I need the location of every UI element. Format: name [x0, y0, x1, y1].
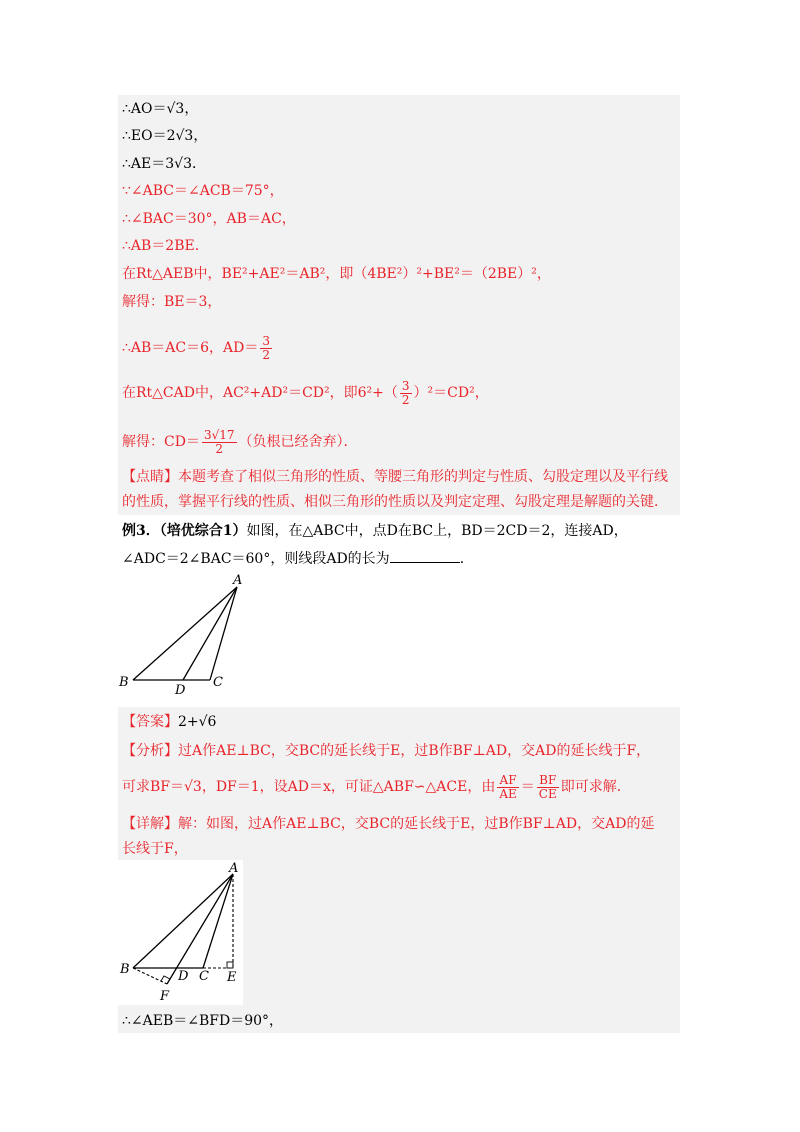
- detail-tag: 【详解】: [122, 816, 178, 832]
- analysis-line-2: [122, 772, 631, 802]
- comment-line-1: [122, 468, 668, 486]
- solution-line-text: ∵∠ABC＝∠ACB＝75°，: [122, 183, 284, 199]
- analysis-line-1: [122, 742, 650, 760]
- solution-line-text: ∴∠BAC＝30°，AB＝AC，: [122, 211, 296, 227]
- solution-line-text: 在Rt△CAD中，AC²+AD²＝CD²，即6²+（: [122, 385, 398, 401]
- comment-tag: 【点睛】: [122, 469, 178, 485]
- answer-blank: [390, 550, 460, 563]
- triangle-figure-1: [115, 570, 255, 695]
- example-label: 例3．: [122, 523, 160, 539]
- segment-ba: [133, 587, 237, 680]
- comment-text-2: 的性质，掌握平行线的性质、相似三角形的性质以及判定定理、勾股定理是解题的关键．: [122, 494, 668, 510]
- comment-line-2: [122, 493, 668, 511]
- answer-value: 2+√6: [178, 714, 217, 730]
- label-d: D: [175, 683, 186, 695]
- solution-line: [122, 182, 284, 200]
- final-text: ∴∠AEB＝∠BFD＝90°，: [122, 1013, 284, 1029]
- segment-ca: [210, 587, 237, 680]
- comment-text-1: 本题考查了相似三角形的性质、等腰三角形的判定与性质、勾股定理以及平行线: [178, 469, 668, 485]
- label-f: F: [160, 989, 170, 1004]
- label-b: B: [119, 675, 129, 690]
- analysis-tag: 【分析】: [122, 743, 178, 759]
- label-a: A: [229, 861, 239, 876]
- solution-line: [122, 237, 209, 255]
- triangle-figure-2: [115, 860, 243, 1005]
- detail-line-2: [122, 840, 188, 858]
- solution-line: [122, 127, 207, 145]
- solution-line-text: ∴AB＝2BE．: [122, 238, 209, 254]
- segment-bf: [133, 968, 167, 984]
- solution-line: [122, 100, 198, 118]
- solution-line: [122, 333, 274, 363]
- label-b: B: [120, 962, 130, 977]
- label-d: D: [178, 969, 189, 984]
- label-a: A: [233, 573, 243, 588]
- solution-line: [122, 378, 489, 408]
- label-e: E: [227, 970, 237, 985]
- detail-text-2: 长线于F，: [122, 841, 188, 857]
- segment-da: [183, 587, 237, 680]
- solution-line: [122, 210, 296, 228]
- example-line-1: [122, 522, 628, 540]
- answer-tag: 【答案】: [122, 714, 178, 730]
- solution-line-text: ∴AO＝√3，: [122, 101, 199, 117]
- solution-line-text: 解得：BE＝3，: [122, 294, 222, 310]
- fraction: $\frac{3}{2}$: [401, 378, 410, 407]
- label-c: C: [199, 969, 209, 984]
- solution-line-text: 解得：CD＝: [122, 434, 200, 450]
- solution-line-suffix: （负根已经舍弃）．: [238, 434, 358, 450]
- solution-line: [122, 293, 221, 311]
- example-text-2: ∠ADC＝2∠BAC＝60°，则线段AD的长为: [122, 551, 390, 567]
- example-line-2: [122, 550, 474, 568]
- solution-line-text: ∴AB＝AC＝6，AD＝: [122, 340, 259, 356]
- right-angle-e: [227, 962, 233, 968]
- equals-sign: ＝: [520, 779, 535, 795]
- final-line: [122, 1012, 283, 1030]
- solution-line-text: 在Rt△AEB中，BE²+AE²＝AB²，即（4BE²）²+BE²＝（2BE）²，: [122, 266, 551, 282]
- example-text-1: 如图，在△ABC中，点D在BC上，BD＝2CD＝2，连接AD，: [246, 523, 628, 539]
- detail-text-1: 解：如图，过A作AE⊥BC，交BC的延长线于E，过B作BF⊥AD，交AD的延: [178, 816, 655, 832]
- analysis-text-2-end: 即可求解．: [560, 779, 631, 795]
- analysis-text-2: 可求BF＝√3，DF＝1，设AD＝x，可证△ABF∽△ACE，由: [122, 779, 496, 795]
- solution-line-text: ∴AE＝3√3．: [122, 156, 206, 172]
- solution-line: [122, 265, 551, 283]
- answer-line: [122, 713, 216, 731]
- analysis-text-1: 过A作AE⊥BC，交BC的延长线于E，过B作BF⊥AD，交AD的延长线于F，: [178, 743, 651, 759]
- fraction: $\frac{3}{2}$: [262, 333, 271, 362]
- solution-line: [122, 427, 358, 457]
- fraction: $\frac{3√17}{2}$: [203, 427, 235, 456]
- solution-line: [122, 155, 206, 173]
- solution-line-text: ∴EO＝2√3，: [122, 128, 208, 144]
- fraction-bf-ce: $\frac{BF}{CE}$: [538, 772, 557, 801]
- example-source: （培优综合1）: [159, 523, 247, 539]
- label-c: C: [213, 675, 223, 690]
- detail-line-1: [122, 815, 654, 833]
- fraction-af-ae: $\frac{AF}{AE}$: [499, 772, 517, 801]
- example-text-2-end: ．: [459, 551, 474, 567]
- solution-line-suffix: ）²＝CD²，: [413, 385, 489, 401]
